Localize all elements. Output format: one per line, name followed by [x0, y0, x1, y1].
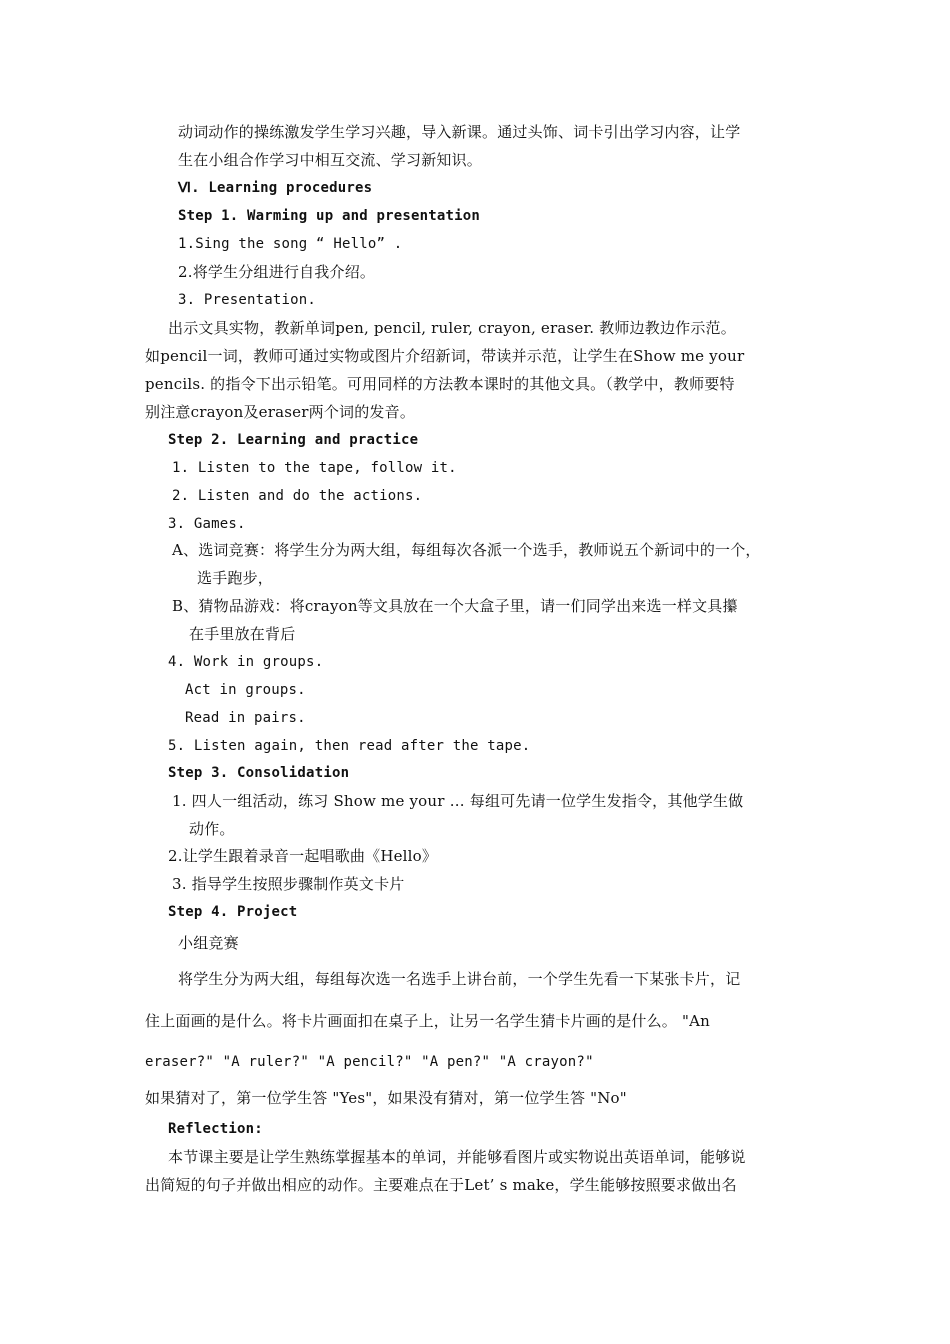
presentation-para-line-4: 别注意crayon及eraser两个词的发音。: [145, 403, 416, 421]
step-3-item-3: 3. 指导学生按照步骤制作英文卡片: [172, 875, 405, 893]
step-2-item-4: 4. Work in groups.: [168, 654, 324, 670]
project-para-line-1: 将学生分为两大组，每组每次选一名选手上讲台前，一个学生先看一下某张卡片，记: [178, 970, 741, 988]
step-1-heading: Step 1. Warming up and presentation: [178, 208, 481, 224]
reflection-heading: Reflection:: [168, 1121, 263, 1137]
step-1-item-2: 2.将学生分组进行自我介绍。: [178, 263, 376, 281]
project-para-line-3: eraser?" "A ruler?" "A pencil?" "A pen?" "A crayon?": [145, 1054, 594, 1070]
presentation-para-line-2: 如pencil一词，教师可通过实物或图片介绍新词，带读并示范，让学生在Show me your: [145, 347, 745, 365]
step-1-item-1: 1.Sing the song “ Hello” .: [178, 236, 403, 252]
step-3-heading: Step 3. Consolidation: [168, 765, 350, 781]
project-subtitle: 小组竞赛: [178, 934, 239, 952]
step-2-item-2: 2. Listen and do the actions.: [172, 488, 423, 504]
step-2-item-5: 5. Listen again, then read after the tape.: [168, 738, 531, 754]
reflection-line-1: 本节课主要是让学生熟练掌握基本的单词，并能够看图片或实物说出英语单词，能够说: [168, 1148, 746, 1166]
presentation-para-line-1: 出示文具实物，教新单词pen, pencil, ruler, crayon, eraser. 教师边教边作示范。: [168, 319, 736, 337]
step-2-item-4b: Read in pairs.: [185, 710, 306, 726]
reflection-line-2: 出简短的句子并做出相应的动作。主要难点在于Let’ s make，学生能够按照要求做出名: [145, 1176, 737, 1194]
step-3-item-1-line-2: 动作。: [189, 820, 235, 838]
game-a-line-2: 选手跑步，: [197, 569, 274, 587]
step-4-heading: Step 4. Project: [168, 904, 298, 920]
intro-line-1: 动词动作的操练激发学生学习兴趣，导入新课。通过头饰、词卡引出学习内容，让学: [178, 123, 741, 141]
game-b-line-2: 在手里放在背后: [189, 625, 296, 643]
step-3-item-2: 2.让学生跟着录音一起唱歌曲《Hello》: [168, 847, 438, 865]
step-1-item-3: 3. Presentation.: [178, 292, 317, 308]
step-3-item-1-line-1: 1. 四人一组活动，练习 Show me your … 每组可先请一位学生发指令，其他学生做: [172, 792, 744, 810]
step-2-item-3: 3. Games.: [168, 516, 246, 532]
section-heading-learning-procedures: Ⅵ. Learning procedures: [178, 180, 373, 196]
intro-line-2: 生在小组合作学习中相互交流、学习新知识。: [178, 151, 483, 169]
step-2-heading: Step 2. Learning and practice: [168, 432, 419, 448]
project-para-line-4: 如果猜对了，第一位学生答 "Yes"，如果没有猜对，第一位学生答 "No": [145, 1089, 627, 1107]
presentation-para-line-3: pencils. 的指令下出示铅笔。可用同样的方法教本课时的其他文具。（教学中，教师要特: [145, 375, 735, 393]
step-2-item-4a: Act in groups.: [185, 682, 306, 698]
step-2-item-1: 1. Listen to the tape, follow it.: [172, 460, 457, 476]
project-para-line-2: 住上面画的是什么。将卡片画面扣在桌子上，让另一名学生猜卡片画的是什么。 "An: [145, 1012, 710, 1030]
game-a-line-1: A、选词竞赛：将学生分为两大组，每组每次各派一个选手，教师说五个新词中的一个，: [172, 541, 761, 559]
game-b-line-1: B、猜物品游戏：将crayon等文具放在一个大盒子里，请一们同学出来选一样文具攥: [172, 597, 738, 615]
